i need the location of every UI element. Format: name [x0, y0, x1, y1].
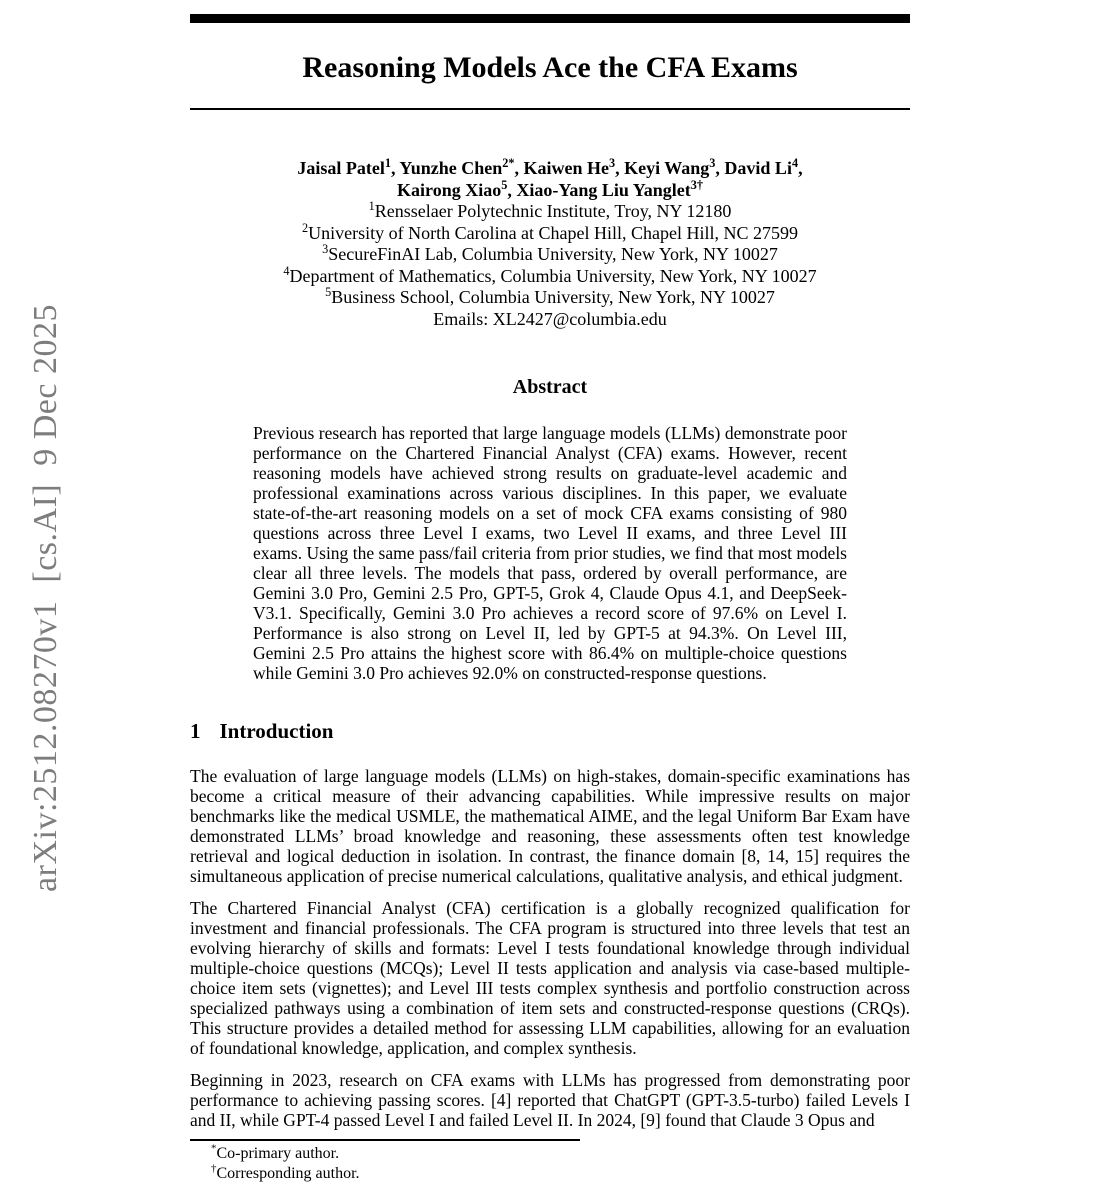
title-rule — [190, 108, 910, 110]
paper-title: Reasoning Models Ace the CFA Exams — [302, 51, 798, 84]
footnote-corresponding — [190, 1164, 910, 1184]
footnote-co-primary — [190, 1144, 910, 1164]
author-separator: , — [507, 179, 517, 200]
affiliation — [190, 220, 910, 245]
section-heading-introduction — [190, 718, 910, 744]
footnote-rule — [190, 1139, 580, 1141]
affiliation-mark: 5 — [325, 285, 332, 299]
author-separator: , — [798, 158, 803, 178]
paper-content-column — [190, 0, 910, 1184]
author-affil-mark: 1 — [384, 156, 392, 170]
affiliation-mark: 3 — [322, 242, 329, 256]
author-line-1 — [190, 158, 910, 180]
affiliation-mark: 2 — [301, 220, 309, 235]
affiliation-text: SecureFinAI Lab, Columbia University, New York, NY 10027 — [328, 244, 778, 264]
footnote-block — [190, 1144, 910, 1184]
intro-paragraph-2: The Chartered Financial Analyst (CFA) certification is a globally recognized qualification for investment and financial professionals. The CFA program is structured into three levels that test an evolving hierarchy of skills and formats: Level I tests foundational knowledge through individual multiple-choice questions (MCQs); Level II tests application and analysis via case-based multiple-choice item sets (vignettes); and Level III tests complex synthesis and portfolio construction across specialized pathways using a combination of item sets and constructed-response questions (CRQs). This structure provides a detailed method for assessing LLM capabilities, allowing for an evaluation of foundational knowledge, application, and complex synthesis. — [190, 898, 910, 1058]
footnote-text: Co-primary author. — [216, 1144, 340, 1162]
author-block — [190, 158, 910, 330]
author-affil-mark: 5 — [501, 177, 508, 192]
author-name: Xiao-Yang Liu Yanglet — [516, 179, 691, 200]
author-name: Kaiwen He — [523, 158, 609, 178]
author-separator: , — [715, 158, 725, 178]
affiliation-mark: 1 — [368, 199, 375, 213]
author-affil-mark: 3 — [709, 156, 716, 170]
footnote-mark: † — [211, 1162, 217, 1175]
author-affil-mark: 2* — [502, 156, 515, 170]
footnote-text: Corresponding author. — [216, 1164, 360, 1182]
affiliation — [190, 201, 910, 223]
intro-paragraph-3: Beginning in 2023, research on CFA exams with LLMs has progressed from demonstrating poor performance to achieving passing scores. [4] reported that ChatGPT (GPT-3.5-turbo) failed Levels I and II, while GPT-4 passed Level I and failed Level II. In 2024, [9] found that Claude 3 Opus and — [190, 1070, 910, 1130]
section-number: 1 — [190, 719, 201, 743]
top-rule — [190, 14, 910, 23]
affiliation — [190, 263, 910, 288]
affiliation-text: University of North Carolina at Chapel Hill, Chapel Hill, NC 27599 — [308, 222, 799, 243]
author-affil-mark: 4 — [791, 156, 799, 170]
author-name: Kairong Xiao — [397, 179, 502, 200]
author-name: Yunzhe Chen — [399, 158, 503, 178]
author-separator: , — [514, 158, 524, 178]
author-separator: , — [391, 158, 400, 178]
footnote-mark: * — [211, 1142, 217, 1155]
affiliation-text: Department of Mathematics, Columbia University, New York, NY 10027 — [289, 265, 817, 286]
affiliation — [190, 244, 910, 266]
email-line: Emails: XL2427@columbia.edu — [433, 308, 667, 329]
author-affil-mark: 3† — [690, 177, 703, 192]
author-name: Jaisal Patel — [297, 158, 385, 178]
author-name: David Li — [724, 158, 792, 178]
author-affil-mark: 3 — [608, 156, 616, 170]
abstract-heading: Abstract — [512, 376, 588, 398]
author-name: Keyi Wang — [624, 158, 710, 178]
author-separator: , — [615, 158, 625, 178]
abstract-body: Previous research has reported that large language models (LLMs) demonstrate poor performance on the Chartered Financial Analyst (CFA) exams. However, recent reasoning models have achieved strong results on graduate-level academic and professional examinations across various disciplines. In this paper, we evaluate state-of-the-art reasoning models on a set of mock CFA exams consisting of 980 questions across three Level I exams, two Level II exams, and three Level III exams. Using the same pass/fail criteria from prior studies, we find that most models clear all three levels. The models that pass, ordered by overall performance, are Gemini 3.0 Pro, Gemini 2.5 Pro, GPT-5, Grok 4, Claude Opus 4.1, and DeepSeek-V3.1. Specifically, Gemini 3.0 Pro achieves a record score of 97.6% on Level I. Performance is also strong on Level II, led by GPT-5 at 94.3%. On Level III, Gemini 2.5 Pro attains the highest score with 86.4% on multiple-choice questions while Gemini 3.0 Pro achieves 92.0% on constructed-response questions. — [253, 423, 847, 683]
affiliation-mark: 4 — [283, 263, 290, 278]
affiliation — [190, 287, 910, 309]
section-title: Introduction — [219, 719, 334, 743]
intro-paragraph-1: The evaluation of large language models (LLMs) on high-stakes, domain-specific examinations has become a critical measure of their advancing capabilities. While impressive results on major benchmarks like the medical USMLE, the mathematical AIME, and the legal Uniform Bar Exam have demonstrated LLMs’ broad knowledge and reasoning, these assessments often test knowledge retrieval and logical deduction in isolation. In contrast, the finance domain [8, 14, 15] requires the simultaneous application of precise numerical calculations, qualitative analysis, and ethical judgment. — [190, 766, 910, 886]
author-line-2 — [190, 177, 910, 202]
affiliation-text: Rensselaer Polytechnic Institute, Troy, NY 12180 — [374, 201, 732, 221]
affiliation-text: Business School, Columbia University, New York, NY 10027 — [331, 287, 775, 307]
arxiv-watermark: arXiv:2512.08270v1 [cs.AI] 9 Dec 2025 — [27, 304, 64, 892]
